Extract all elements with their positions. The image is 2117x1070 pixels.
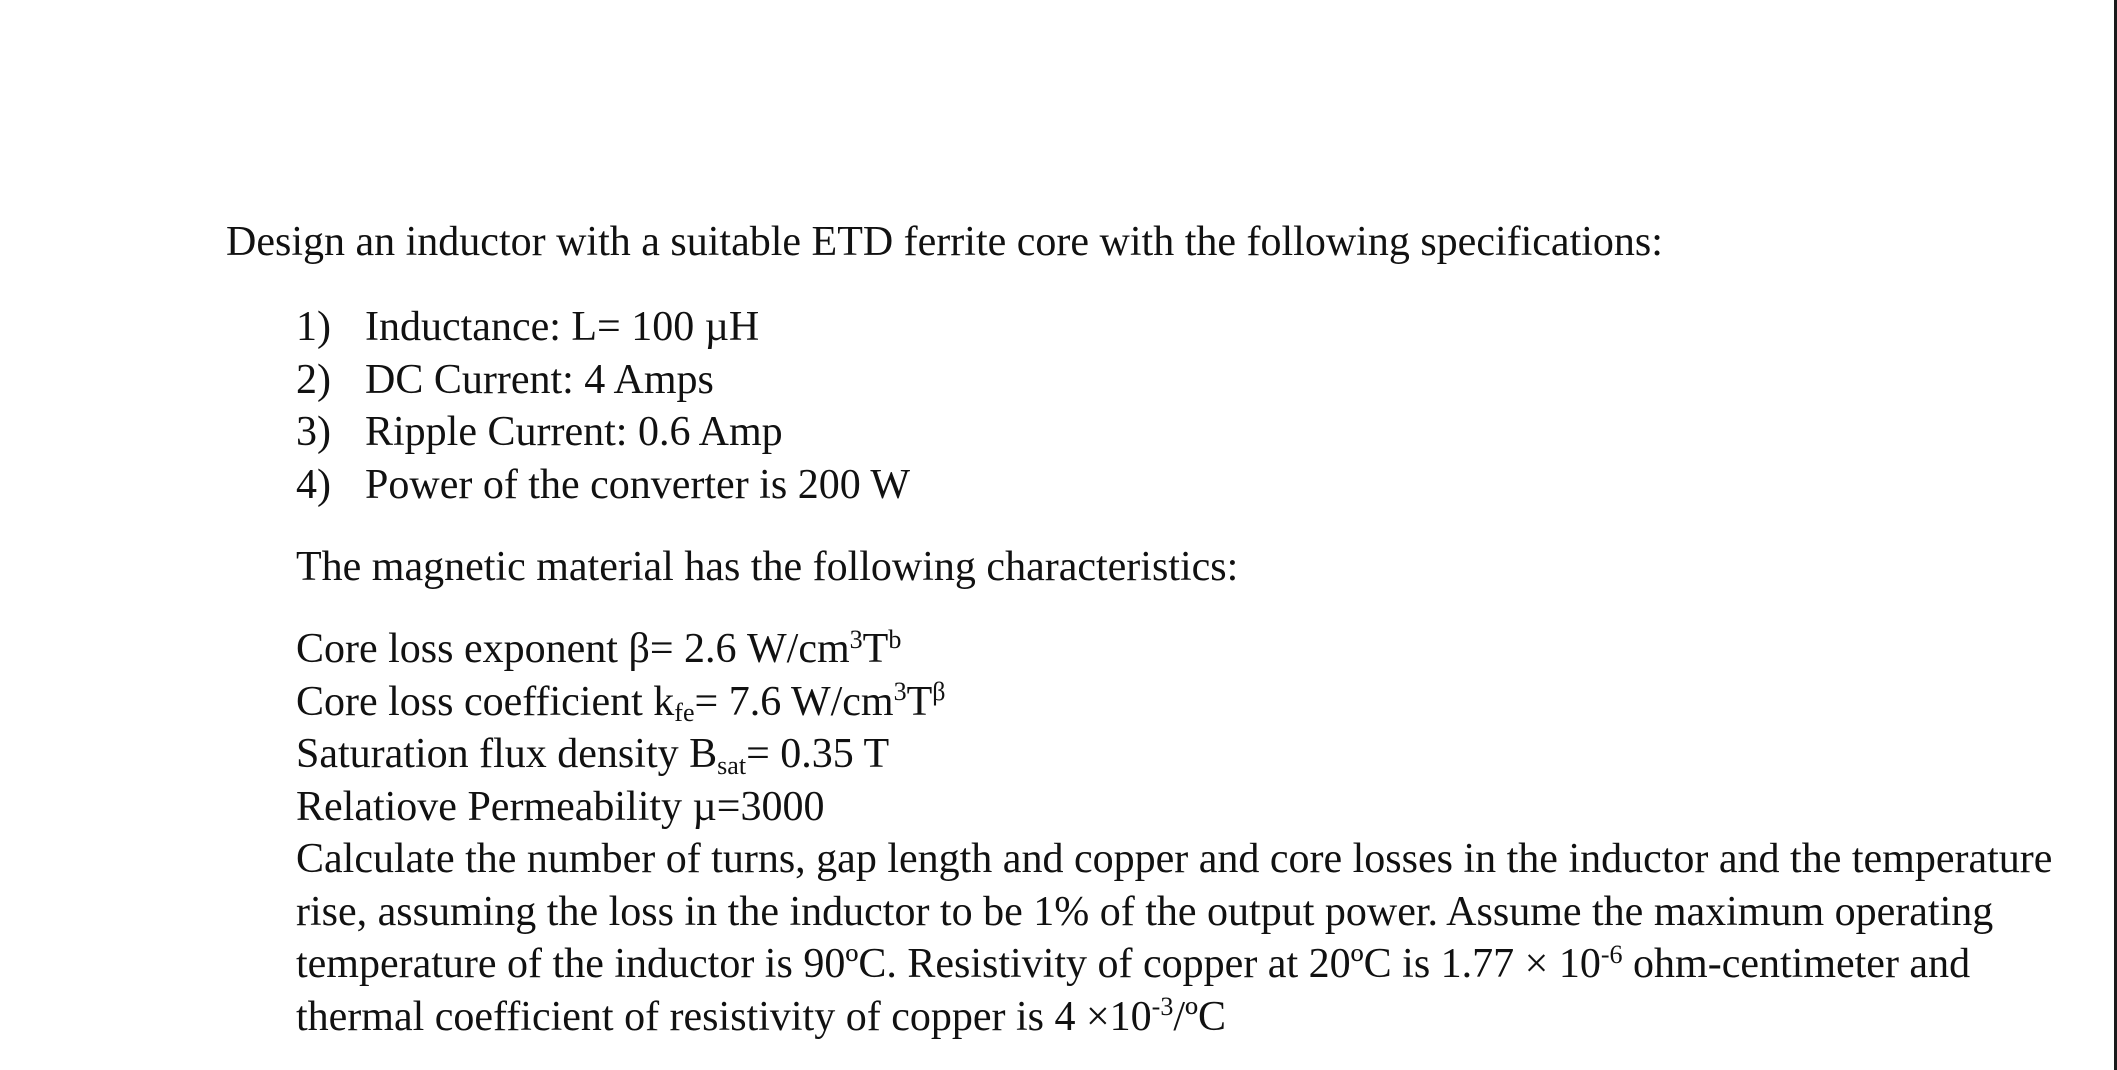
task-line-3 xyxy=(296,938,2052,991)
spec-text: DC Current: 4 Amps xyxy=(365,356,714,403)
spec-number: 1) xyxy=(296,304,331,350)
coefficient-text: Core loss coefficient k xyxy=(296,678,675,725)
spec-item-power xyxy=(296,459,910,512)
exponent-minus-3: -3 xyxy=(1151,992,1174,1022)
spec-number: 3) xyxy=(296,409,331,455)
spec-text: Power of the converter is 200 W xyxy=(365,461,911,508)
material-properties xyxy=(296,623,946,833)
core-loss-coefficient xyxy=(296,676,946,729)
spec-item-inductance xyxy=(296,301,910,354)
saturation-sub-sat: sat xyxy=(717,750,747,780)
material-heading: The magnetic material has the following characteristics: xyxy=(296,544,1239,590)
exponent-sup-b: b xyxy=(888,624,902,654)
task-line-4-text: thermal coefficient of resistivity of copper is 4 ×10 xyxy=(296,993,1152,1040)
specification-list xyxy=(296,301,910,511)
exponent-unit-t: T xyxy=(862,626,889,672)
spec-number: 2) xyxy=(296,356,331,403)
saturation-flux-density xyxy=(296,728,946,781)
spec-item-ripple-current xyxy=(296,406,910,459)
spec-item-dc-current xyxy=(296,354,910,407)
coefficient-unit-t: T xyxy=(906,678,933,725)
exponent-minus-6: -6 xyxy=(1600,939,1623,969)
coefficient-sub-fe: fe xyxy=(674,698,695,727)
spec-text: Inductance: L= 100 µH xyxy=(365,304,760,350)
coefficient-sup-3: 3 xyxy=(893,677,907,707)
relative-permeability: Relatiove Permeability µ=3000 xyxy=(296,783,825,830)
task-line-4-unit: /ºC xyxy=(1173,993,1227,1040)
core-loss-exponent xyxy=(296,623,946,676)
task-line-3-text: temperature of the inductor is 90ºC. Resistivity of copper at 20ºC is 1.77 × 10 xyxy=(296,941,1601,987)
task-paragraph xyxy=(296,833,2052,1043)
intro-sentence: Design an inductor with a suitable ETD ferrite core with the following specifications: xyxy=(226,219,1663,265)
task-line-4 xyxy=(296,991,2052,1044)
exponent-text: Core loss exponent β= 2.6 W/cm xyxy=(296,626,850,672)
coefficient-value: = 7.6 W/cm xyxy=(694,678,894,725)
spec-number: 4) xyxy=(296,461,331,508)
exponent-sup-3: 3 xyxy=(849,624,863,654)
saturation-value: = 0.35 T xyxy=(746,731,890,777)
task-line-1: Calculate the number of turns, gap length and copper and core losses in the inductor and the temperature xyxy=(296,836,2053,882)
coefficient-sup-beta: β xyxy=(932,677,946,707)
task-line-3-unit: ohm-centimeter and xyxy=(1622,941,1971,987)
task-line-2: rise, assuming the loss in the inductor to be 1% of the output power. Assume the maximum operating xyxy=(296,888,1994,935)
saturation-text: Saturation flux density B xyxy=(296,731,718,777)
spec-text: Ripple Current: 0.6 Amp xyxy=(365,409,783,455)
